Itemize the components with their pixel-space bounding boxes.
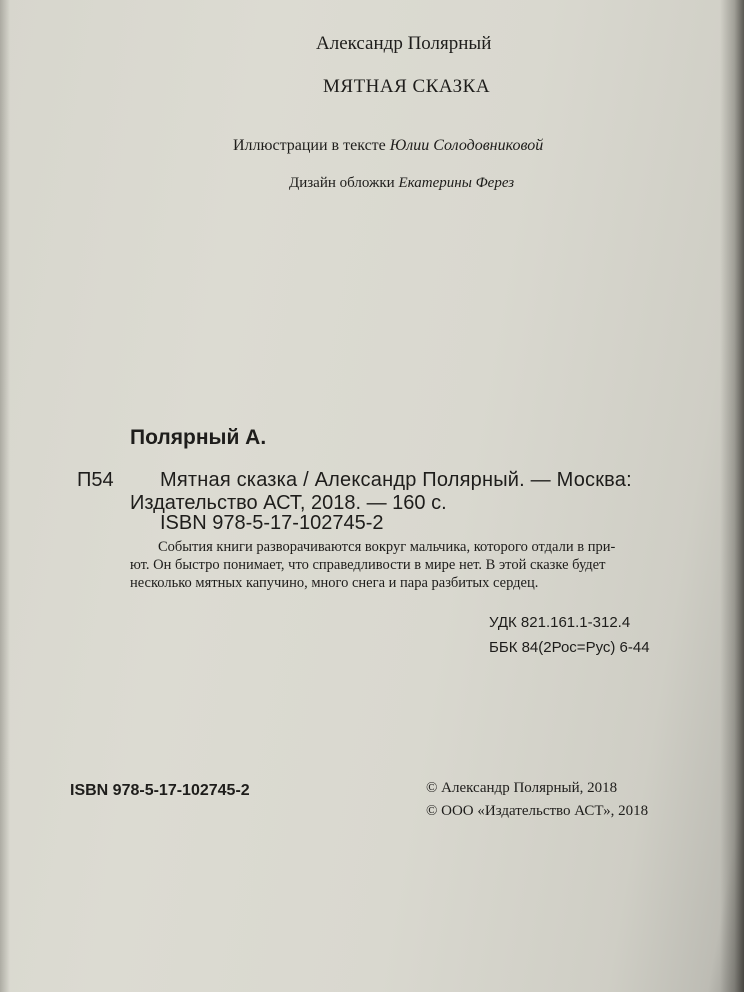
udk-code: УДК 821.161.1-312.4: [489, 614, 631, 631]
annotation-line: несколько мятных капучино, много снега и пара разбитых сердец.: [130, 575, 539, 591]
catalog-description-line1: Мятная сказка / Александр Полярный. — Москва:: [160, 469, 632, 491]
bbk-code: ББК 84(2Рос=Рус) 6-44: [489, 639, 650, 656]
book-annotation: [130, 538, 660, 592]
cover-design-credit: [289, 175, 514, 192]
book-title: МЯТНАЯ СКАЗКА: [323, 76, 491, 97]
annotation-line: ют. Он быстро понимает, что справедливости в мире нет. В этой сказке будет: [130, 557, 606, 573]
page-right-edge: [720, 0, 744, 992]
book-author: Александр Полярный: [316, 33, 492, 54]
copyright-publisher: © ООО «Издательство АСТ», 2018: [426, 803, 649, 819]
cover-designer-name: Екатерины Ферез: [398, 175, 515, 191]
page-left-shadow: [0, 0, 10, 992]
catalog-isbn: ISBN 978-5-17-102745-2: [160, 512, 384, 534]
cover-design-label: Дизайн обложки: [289, 175, 395, 191]
illustrations-label: Иллюстрации в тексте: [233, 137, 386, 154]
catalog-author-heading: Полярный А.: [130, 426, 267, 449]
annotation-line: События книги разворачиваются вокруг мальчика, которого отдали в при-: [158, 539, 616, 555]
illustrations-credit: [233, 137, 543, 155]
copyright-author: © Александр Полярный, 2018: [426, 780, 618, 796]
footer-isbn: ISBN 978-5-17-102745-2: [70, 782, 250, 799]
illustrator-name: Юлии Солодовниковой: [389, 137, 544, 154]
catalog-description-line2: Издательство АСТ, 2018. — 160 с.: [130, 492, 447, 514]
catalog-code: П54: [77, 469, 114, 491]
